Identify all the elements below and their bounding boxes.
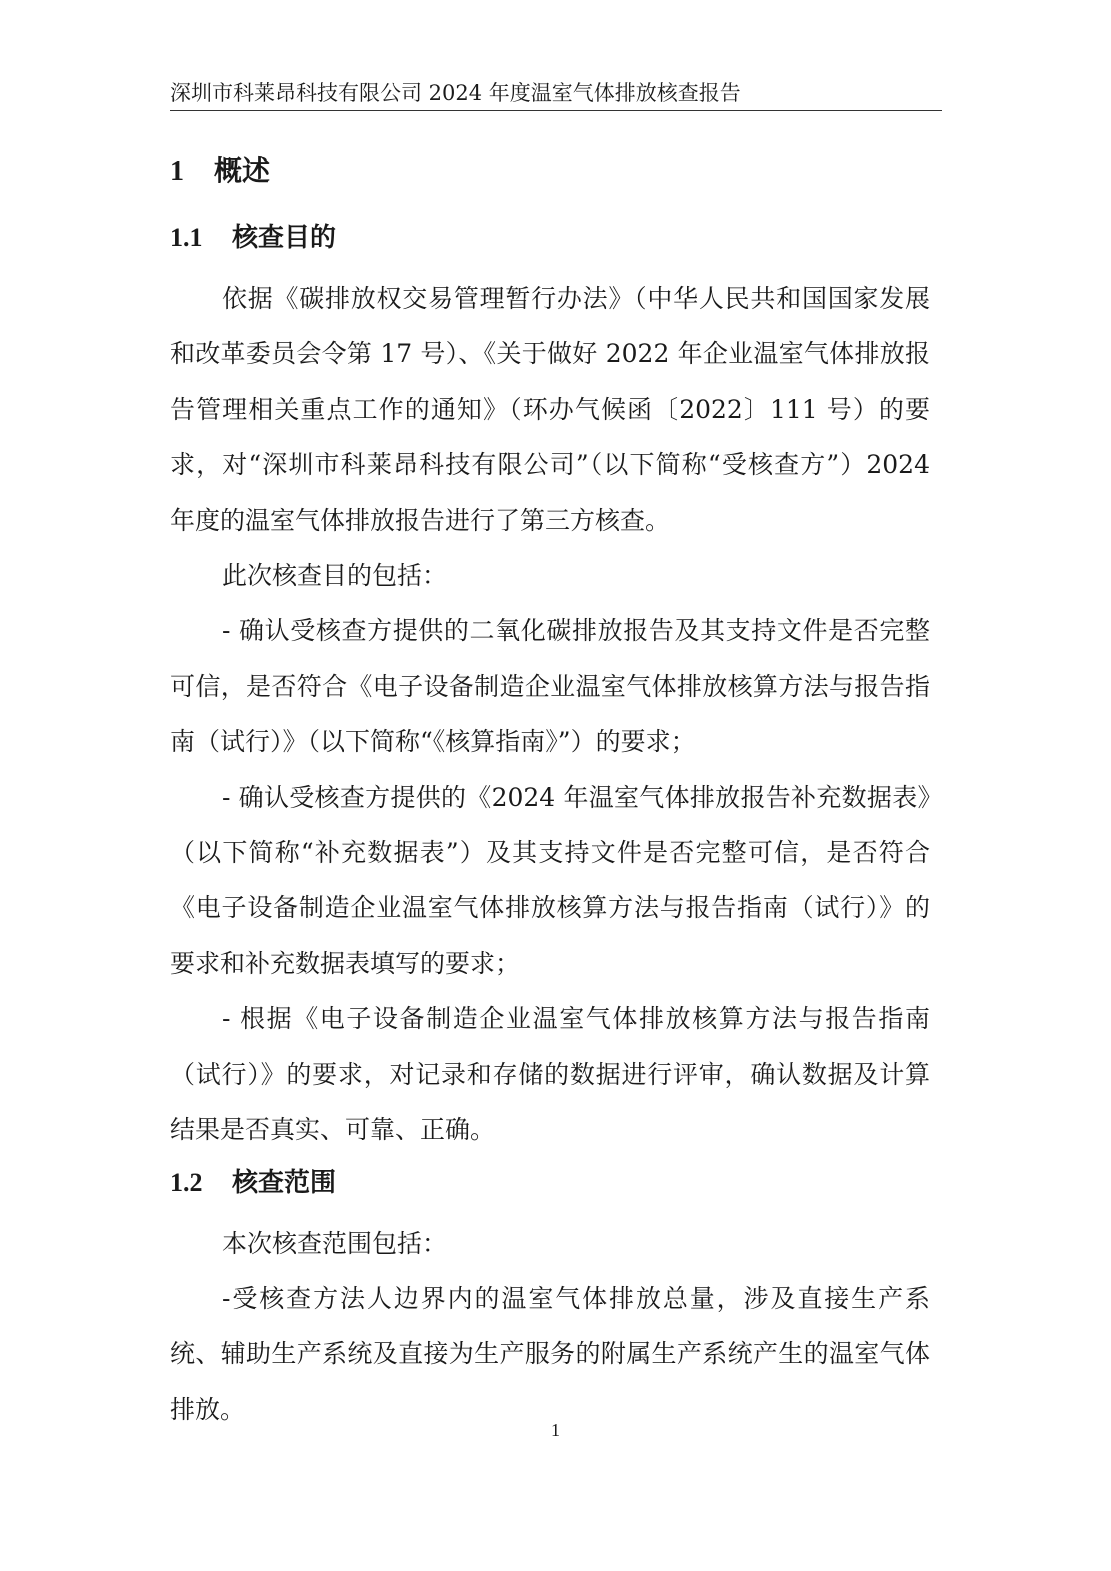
paragraph-purpose-item-1: - 确认受核查方提供的二氧化碳排放报告及其支持文件是否完整可信，是否符合《电子设备制造企业温室气体排放核算方法与报告指南（试行）》（以下简称“《核算指南》”）的要求； <box>170 616 930 757</box>
subsection-title: 核查目的 <box>232 223 337 253</box>
paragraph-purpose-item-3: - 根据《电子设备制造企业温室气体排放核算方法与报告指南（试行）》的要求，对记录和存储的数据进行评审，确认数据及计算结果是否真实、可靠、正确。 <box>170 1004 930 1145</box>
page-header: 深圳市科莱昂科技有限公司 2024 年度温室气体排放核查报告 <box>170 78 942 111</box>
page-number: 1 <box>551 1420 560 1440</box>
subsection-number: 1.1 <box>170 223 203 252</box>
document-body <box>170 148 930 1437</box>
paragraph-purpose-item-2: - 确认受核查方提供的《2024 年温室气体排放报告补充数据表》（以下简称“补充数据表”）及其支持文件是否完整可信，是否符合《电子设备制造企业温室气体排放核算方法与报告指南（试行）》的要求和补充数据表填写的要求； <box>170 782 930 978</box>
section-title: 概述 <box>214 154 271 187</box>
paragraph-scope-intro: 本次核查范围包括： <box>222 1228 448 1258</box>
subsection-heading-purpose <box>170 215 930 261</box>
paragraph-scope-item-1: -受核查方法人边界内的温室气体排放总量，涉及直接生产系统、辅助生产系统及直接为生产服务的附属生产系统产生的温室气体排放。 <box>170 1283 930 1424</box>
paragraph-basis: 依据《碳排放权交易管理暂行办法》（中华人民共和国国家发展和改革委员会令第 17 号）、《关于做好 2022 年企业温室气体排放报告管理相关重点工作的通知》（环办气候函〔2022〕111 号）的要求，对“深圳市科莱昂科技有限公司”（以下简称“受核查方”）2024 年度的温室气体排放报告进行了第三方核查。 <box>170 284 930 535</box>
subsection-title: 核查范围 <box>232 1167 337 1198</box>
subsection-number: 1.2 <box>170 1167 203 1197</box>
section-heading-overview <box>170 148 930 195</box>
paragraph-purpose-intro: 此次核查目的包括： <box>222 561 448 591</box>
subsection-heading-scope <box>170 1160 930 1206</box>
section-number: 1 <box>170 156 184 187</box>
